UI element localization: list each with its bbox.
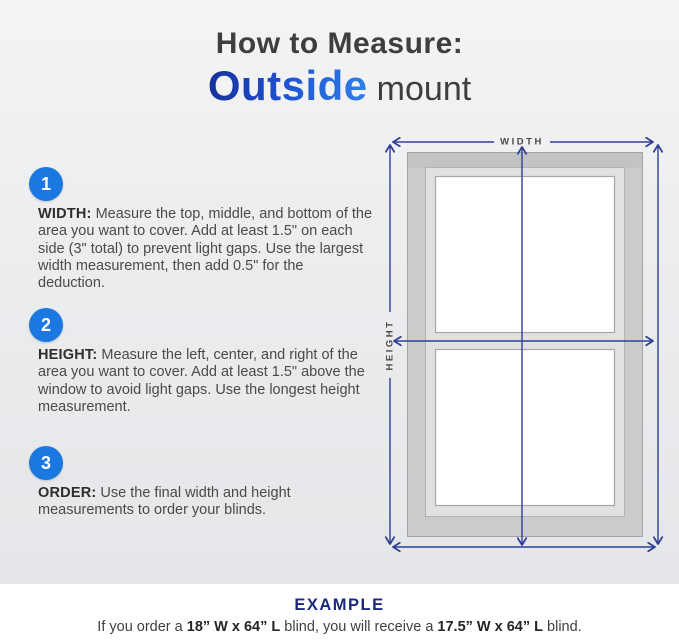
step-1-text <box>38 206 373 292</box>
window-graphic <box>408 153 643 537</box>
step-2-number-badge: 2 <box>29 308 63 342</box>
example-part2: blind, you will receive a <box>280 619 438 635</box>
title-line2 <box>0 63 679 119</box>
example-sentence <box>0 619 679 635</box>
step-3-text <box>38 485 373 520</box>
window-lower-pane <box>436 350 615 506</box>
step-3-label: ORDER: <box>38 485 97 501</box>
step-2-label: HEIGHT: <box>38 347 98 363</box>
step-1-label: WIDTH: <box>38 206 92 222</box>
step-3-number-badge: 3 <box>29 446 63 480</box>
step-1-body: Measure the top, middle, and bottom of the area you want to cover. Add at least 1.5" on each side (3" total) to prevent light gaps. Use the largest width measurement, then add 0.5" for the deduction. <box>38 206 373 292</box>
example-received-size: 17.5” W x 64” L <box>437 619 543 635</box>
step-1-number-badge: 1 <box>29 167 63 201</box>
example-part1: If you order a <box>97 619 187 635</box>
example-footer <box>0 584 679 644</box>
step-3-body: Use the final width and height measurements to order your blinds. <box>38 485 291 519</box>
example-ordered-size: 18” W x 64” L <box>186 619 281 635</box>
window-top-rail <box>408 153 642 168</box>
step-2-body: Measure the left, center, and right of the area you want to cover. Add at least 1.5" above the window to avoid light gaps. Use the longest height measurement. <box>38 347 365 415</box>
example-heading: EXAMPLE <box>294 596 385 614</box>
step-2-text <box>38 347 373 416</box>
window-diagram <box>380 130 670 560</box>
window-upper-pane <box>436 177 615 333</box>
step-3 <box>29 446 373 520</box>
height-arrow-label: HEIGHT <box>384 319 396 371</box>
example-part3: blind. <box>543 619 582 635</box>
width-arrow-label: WIDTH <box>500 136 544 148</box>
step-2 <box>29 308 373 416</box>
window-diagram-svg <box>380 130 670 560</box>
title-suffix: mount <box>376 70 472 108</box>
page-title <box>0 26 679 119</box>
step-1 <box>29 167 373 292</box>
title-emphasis: Outside <box>207 62 368 109</box>
title-line1: How to Measure: <box>215 27 464 60</box>
